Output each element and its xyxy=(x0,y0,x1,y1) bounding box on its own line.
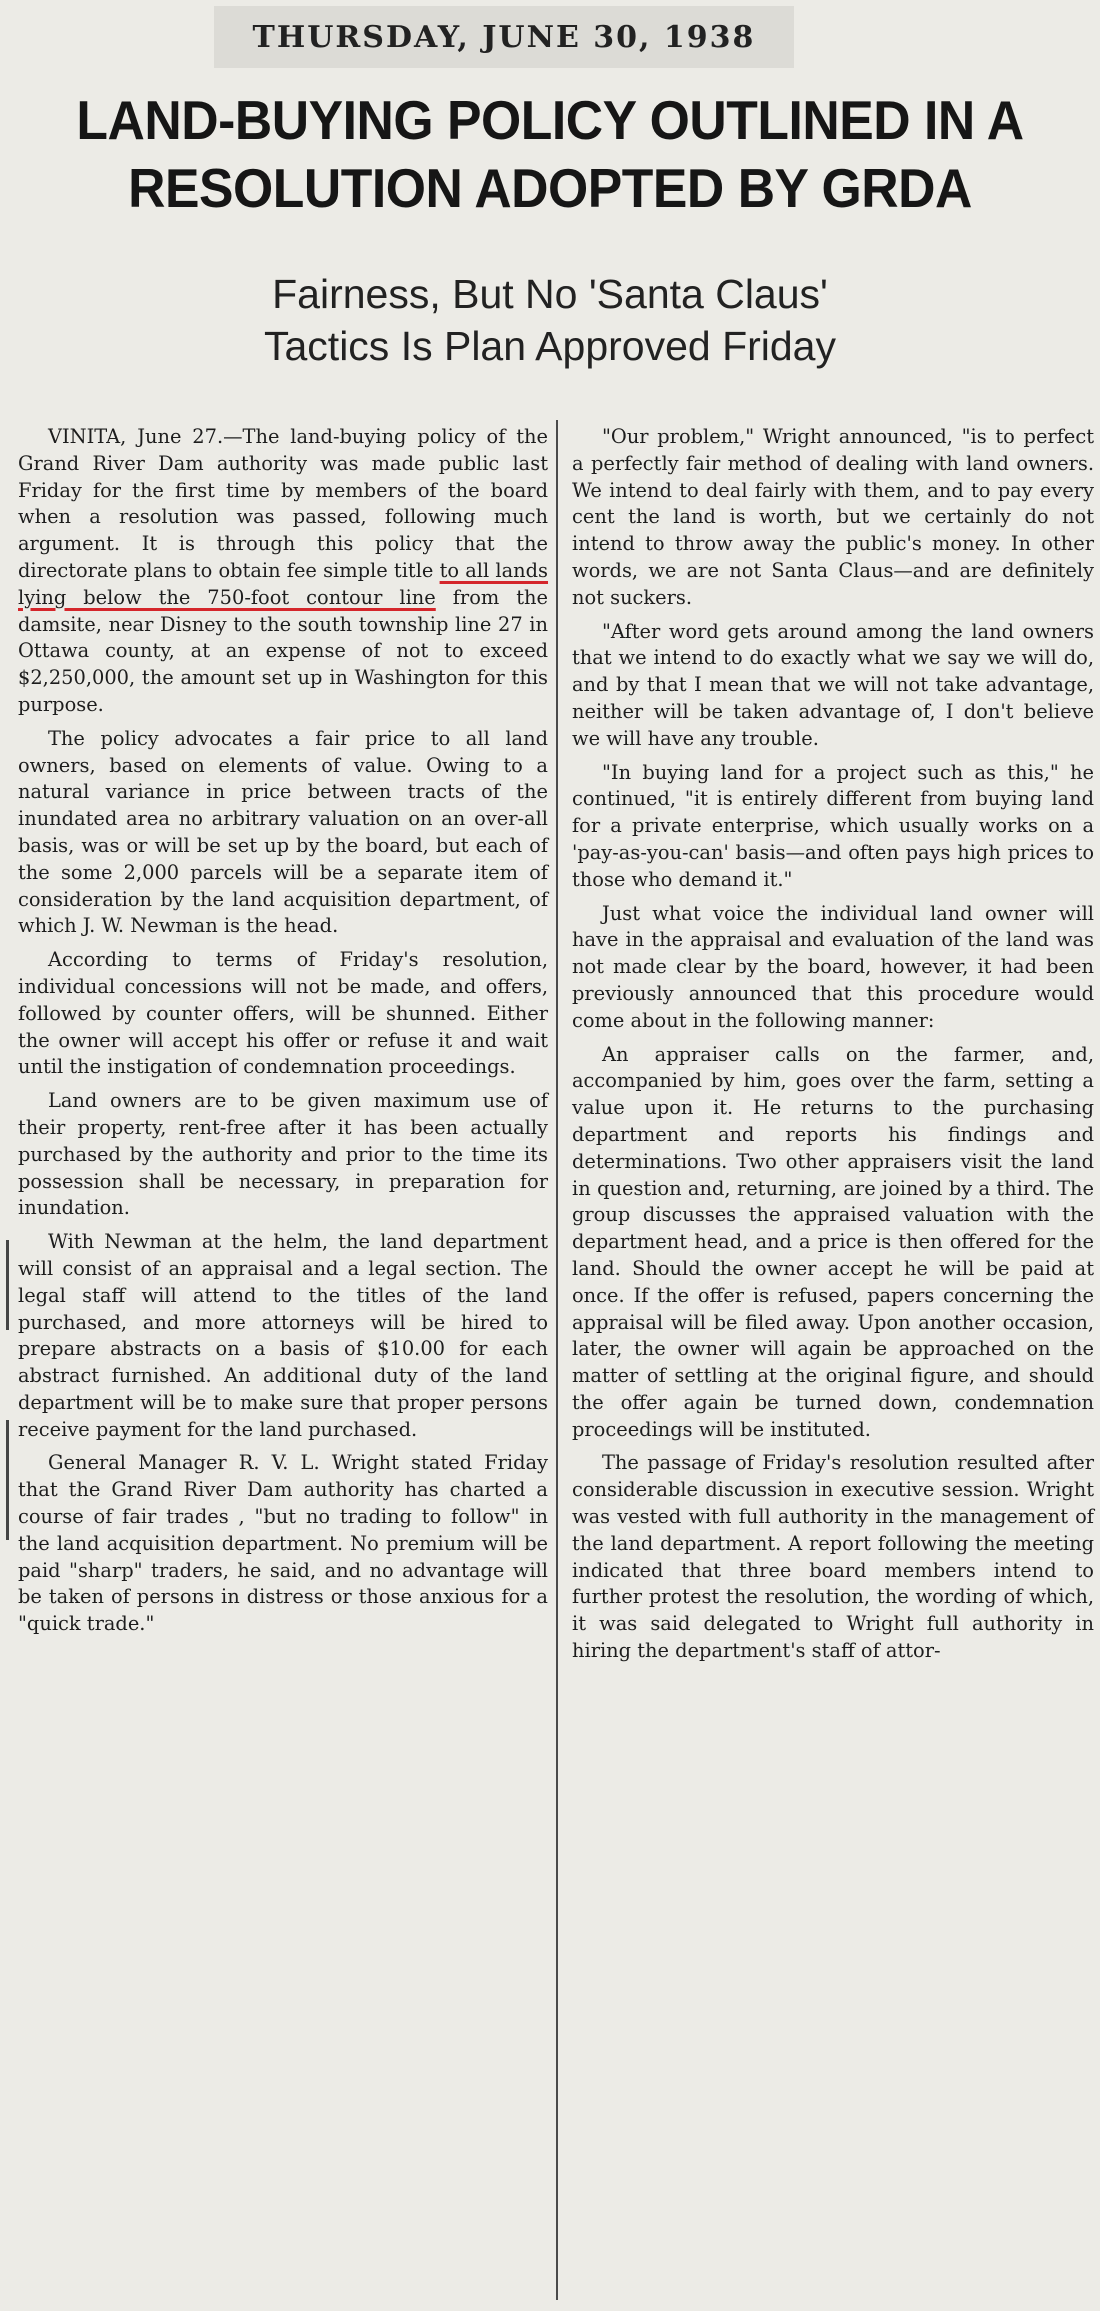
headline: LAND-BUYING POLICY OUTLINED IN A RESOLUTION ADOPTED BY GRDA xyxy=(76,89,1024,219)
highlighted-phrase: to all lands lying below the 750-foot contour line xyxy=(18,558,549,609)
article-paragraph: The policy advocates a fair price to all land owners, based on elements of value. Owing to a natural variance in price between tracts of the inundated area no arbitrary valuation on an over-all basis, was or will be set up by the board, but each of the some 2,000 parcels will be a separate item of consideration by the land acquisition department, of which J. W. Newman is the head. xyxy=(18,726,548,938)
article-paragraph: An appraiser calls on the farmer, and, accompanied by him, goes over the farm, setting a value upon it. He returns to the purchasing department and reports his findings and determinations. Two other appraisers visit the land in question and, returning, are joined by a third. The group discusses the appraised valuation with the department head, and a price is then offered for the land. Should the owner accept he will be paid at once. If the offer is refused, papers concerning the appraisal will be filed away. Upon another occasion, later, the owner will again be approached on the matter of settling at the original figure, and should the offer again be turned down, condemnation proceedings will be instituted. xyxy=(572,1042,1094,1441)
article-column-left xyxy=(18,424,548,1645)
article-paragraph: Land owners are to be given maximum use of their property, rent-free after it has been actually purchased by the authority and prior to the time its possession shall be necessary, in preparation for inundation. xyxy=(18,1089,548,1220)
article-column-right xyxy=(572,424,1094,1672)
column-divider xyxy=(556,420,558,2300)
article-paragraph: The passage of Friday's resolution resulted after considerable discussion in executive session. Wright was vested with full authority in the management of the land department. A report following the meeting indicated that three board members intend to further protest the resolution, the wording of which, it was said delegated to Wright full authority in hiring the department's staff of attor- xyxy=(572,1451,1094,1663)
paragraph-text: from the damsite, near Disney to the south township line 27 in Ottawa county, at an expense of not to exceed $2,250,000, the amount set up in Washington for this purpose. xyxy=(18,585,548,716)
article-paragraph: "In buying land for a project such as this," he continued, "it is entirely different from buying land for a private enterprise, which usually works on a 'pay-as-you-can' basis—and often pays high prices to those who demand it." xyxy=(572,760,1094,891)
dateline: THURSDAY, JUNE 30, 1938 xyxy=(214,6,794,68)
margin-mark xyxy=(6,1420,9,1540)
article-paragraph: "Our problem," Wright announced, "is to perfect a perfectly fair method of dealing with land owners. We intend to deal fairly with them, and to pay every cent the land is worth, but we certainly do not intend to throw away the public's money. In other words, we are not Santa Claus—and are definitely not suckers. xyxy=(572,425,1094,609)
article-paragraph: According to terms of Friday's resolution, individual concessions will not be made, and offers, followed by counter offers, will be shunned. Either the owner will accept his offer or refuse it and wait until the instigation of condemnation proceedings. xyxy=(18,948,548,1079)
paragraph-text: VINITA, June 27.—The land-buying policy of the Grand River Dam authority was made public last Friday for the first time by members of the board when a resolution was passed, following much argument. It is through this policy that the directorate plans to obtain fee simple title xyxy=(18,425,548,582)
subheadline: Fairness, But No 'Santa Claus' Tactics Is Plan Approved Friday xyxy=(264,271,836,369)
article-paragraph: Just what voice the individual land owner will have in the appraisal and evaluation of the land was not made clear by the board, however, it had been previously announced that this procedure would come about in the following manner: xyxy=(572,901,1094,1032)
article-paragraph: "After word gets around among the land owners that we intend to do exactly what we say we will do, and by that I mean that we will not take advantage, neither will be taken advantage of, I don't believe we will have any trouble. xyxy=(572,619,1094,750)
margin-mark xyxy=(6,1240,9,1330)
article-paragraph: With Newman at the helm, the land department will consist of an appraisal and a legal section. The legal staff will attend to the titles of the land purchased, and more attorneys will be hired to prepare abstracts on a basis of $10.00 for each abstract furnished. An additional duty of the land department will be to make sure that proper persons receive payment for the land purchased. xyxy=(18,1230,548,1441)
article-paragraph: General Manager R. V. L. Wright stated Friday that the Grand River Dam authority has charted a course of fair trades , "but no trading to follow" in the land acquisition department. No premium will be paid "sharp" traders, he said, and no advantage will be taken of persons in distress or those anxious for a "quick trade." xyxy=(18,1451,548,1636)
article-paragraph xyxy=(18,424,548,719)
